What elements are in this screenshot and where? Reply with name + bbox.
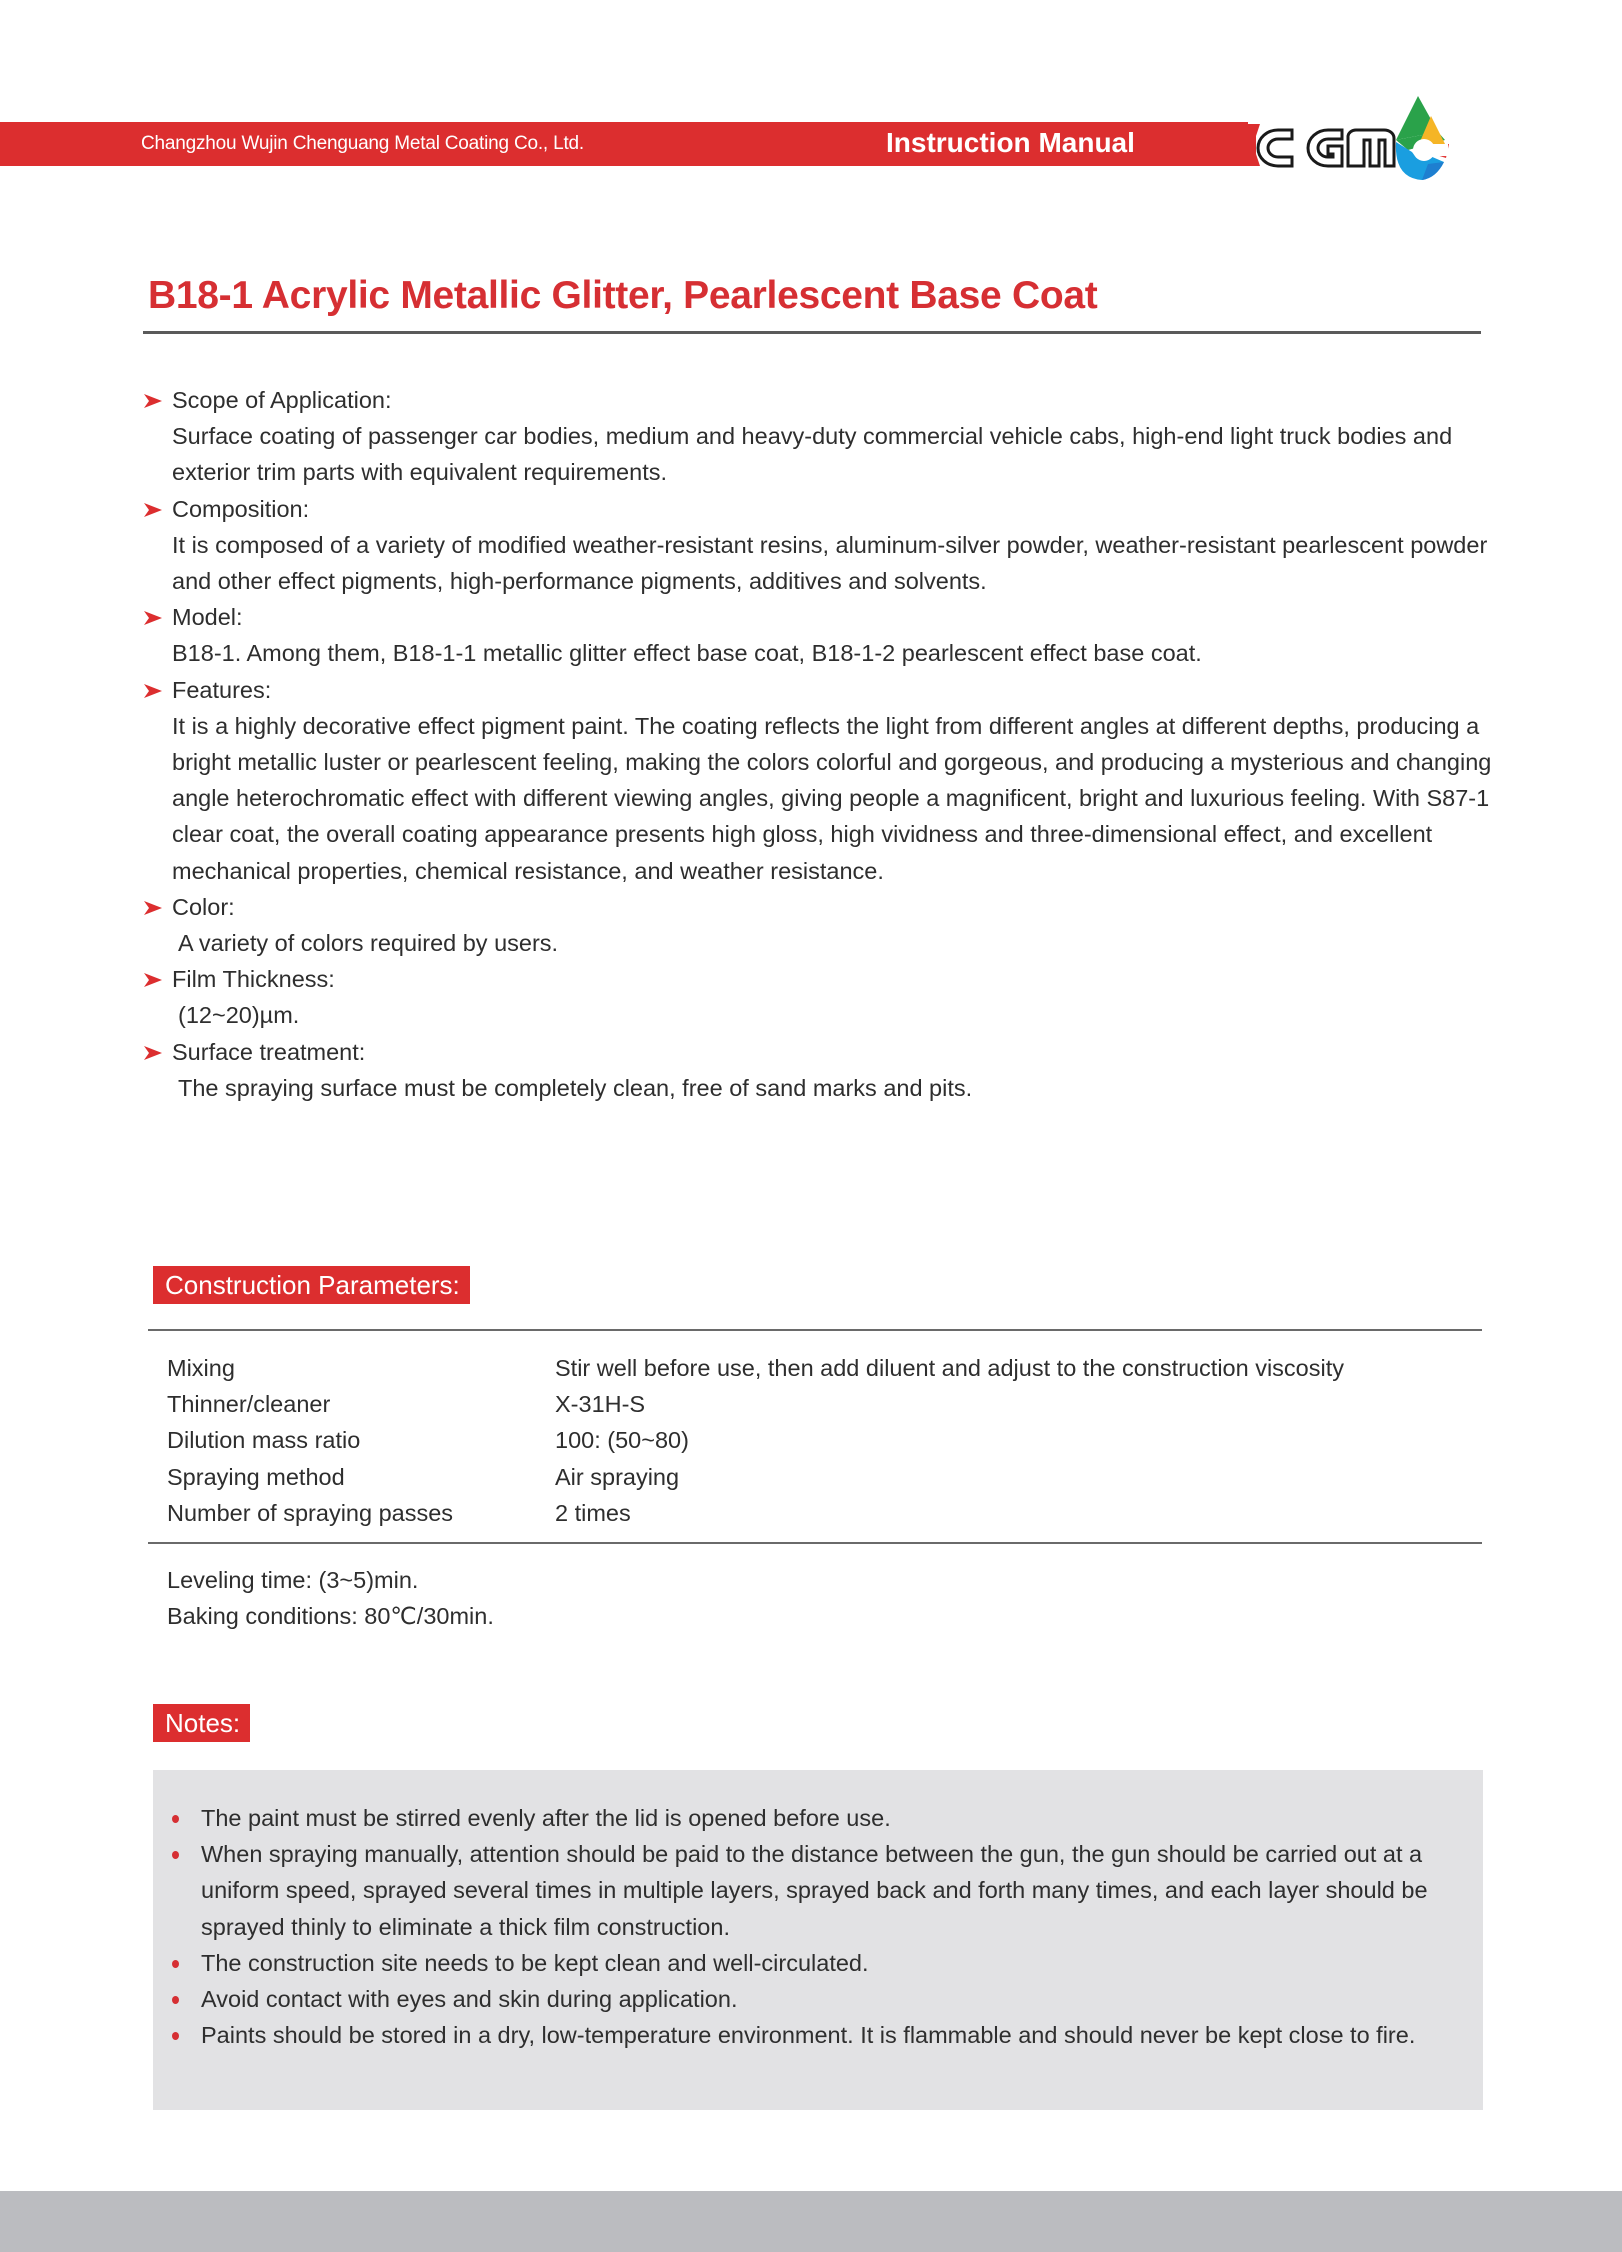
spec-item-color — [140, 889, 1500, 961]
spec-text: B18-1. Among them, B18-1-1 metallic glitter effect base coat, B18-1-2 pearlescent effect base coat. — [172, 640, 1202, 667]
table-row — [167, 1459, 1344, 1495]
spec-label: Scope of Application: — [172, 387, 392, 413]
table-top-rule — [148, 1329, 1482, 1331]
spec-list — [140, 382, 1500, 1106]
spec-text: It is composed of a variety of modified weather-resistant resins, aluminum-silver powder, weather-resistant pearlescent powder and other effect pigments, high-performance pigments, additives and solvents. — [172, 531, 1488, 595]
bullet-dot-icon — [172, 1996, 179, 2004]
leveling-time: Leveling time: (3~5)min. — [167, 1567, 419, 1593]
param-key: Spraying method — [167, 1463, 345, 1490]
spec-item-composition — [140, 491, 1500, 600]
note-text: The paint must be stirred evenly after the lid is opened before use. — [201, 1805, 891, 1831]
note-text: Paints should be stored in a dry, low-temperature environment. It is flammable and should never be kept close to fire. — [201, 2022, 1416, 2049]
spec-item-film-thickness — [140, 961, 1500, 1033]
param-key: Mixing — [167, 1355, 235, 1381]
table-bottom-rule — [148, 1542, 1482, 1544]
bullet-dot-icon — [172, 1960, 179, 1968]
param-value: X-31H-S — [555, 1391, 646, 1418]
spec-label: Surface treatment: — [172, 1038, 366, 1065]
table-row — [167, 1422, 1344, 1458]
spec-label: Film Thickness: — [172, 966, 335, 993]
spec-label: Composition: — [172, 495, 310, 522]
param-value: 2 times — [555, 1499, 631, 1526]
note-item — [172, 1945, 1472, 1981]
spec-item-surface-treatment — [140, 1034, 1500, 1106]
table-row — [167, 1495, 1344, 1531]
manual-title: Instruction Manual — [886, 127, 1135, 158]
param-value: Air spraying — [555, 1463, 680, 1490]
arrow-bullet-icon — [144, 382, 164, 418]
note-item — [172, 1981, 1472, 2017]
note-item — [172, 2017, 1472, 2053]
spec-item-model — [140, 599, 1500, 671]
spec-label: Color: — [172, 893, 235, 920]
notes-list — [172, 1800, 1472, 2053]
note-text: The construction site needs to be kept clean and well-circulated. — [201, 1949, 869, 1976]
param-key: Dilution mass ratio — [167, 1427, 361, 1454]
param-value: Stir well before use, then add diluent and adjust to the construction viscosity — [555, 1355, 1345, 1381]
arrow-bullet-icon — [144, 599, 164, 635]
company-name: Changzhou Wujin Chenguang Metal Coating Co., Ltd. — [141, 133, 584, 154]
document-title: B18-1 Acrylic Metallic Glitter, Pearlescent Base Coat — [148, 274, 1098, 317]
spec-text: Surface coating of passenger car bodies, medium and heavy-duty commercial vehicle cabs, high-end light truck bodies and exterior trim parts with equivalent requirements. — [172, 423, 1453, 486]
curing-info — [167, 1562, 494, 1634]
bullet-dot-icon — [172, 1815, 179, 1823]
arrow-bullet-icon — [144, 672, 164, 708]
footer-band — [0, 2191, 1622, 2252]
spec-text: It is a highly decorative effect pigment paint. The coating reflects the light from different angles at different depths, producing a bright metallic luster or pearlescent feeling, making the colors colorful and gorgeous, and producing a mysterious and changing angle heterochromatic effect with different viewing angles, giving people a magnificent, bright and luxurious feeling. With S87-1 clear coat, the overall coating appearance presents high gloss, high vividness and three-dimensional effect, and excellent mechanical properties, chemical resistance, and weather resistance. — [172, 712, 1492, 884]
param-key: Thinner/cleaner — [167, 1391, 331, 1418]
spec-label: Features: — [172, 676, 272, 703]
arrow-bullet-icon — [144, 491, 164, 527]
param-key: Number of spraying passes — [167, 1499, 454, 1526]
spec-label: Model: — [172, 604, 243, 631]
cgm-logo — [1238, 92, 1488, 182]
spec-text: The spraying surface must be completely clean, free of sand marks and pits. — [178, 1074, 973, 1101]
arrow-bullet-icon — [144, 961, 164, 997]
construction-parameters-table — [167, 1350, 1344, 1531]
param-value: 100: (50~80) — [555, 1427, 689, 1454]
bullet-dot-icon — [172, 2032, 179, 2040]
note-text: Avoid contact with eyes and skin during application. — [201, 1986, 738, 2013]
baking-conditions: Baking conditions: 80℃/30min. — [167, 1603, 494, 1630]
arrow-bullet-icon — [144, 889, 164, 925]
title-divider — [143, 331, 1481, 334]
cgm-logo-icon — [1238, 92, 1488, 182]
construction-parameters-heading: Construction Parameters: — [153, 1266, 470, 1304]
spec-text: A variety of colors required by users. — [178, 930, 559, 957]
notes-heading: Notes: — [153, 1704, 250, 1742]
bullet-dot-icon — [172, 1851, 179, 1859]
arrow-bullet-icon — [144, 1034, 164, 1070]
spec-item-features — [140, 672, 1500, 889]
note-text: When spraying manually, attention should be paid to the distance between the gun, the gun should be carried out at a uniform speed, sprayed several times in multiple layers, sprayed back and forth many times, and each layer should be sprayed thinly to eliminate a thick film construction. — [201, 1841, 1428, 1940]
table-row — [167, 1386, 1344, 1422]
note-item — [172, 1836, 1472, 1945]
note-item — [172, 1800, 1472, 1836]
table-row — [167, 1350, 1344, 1386]
spec-text: (12~20)µm. — [178, 1002, 300, 1029]
spec-item-scope — [140, 382, 1500, 491]
